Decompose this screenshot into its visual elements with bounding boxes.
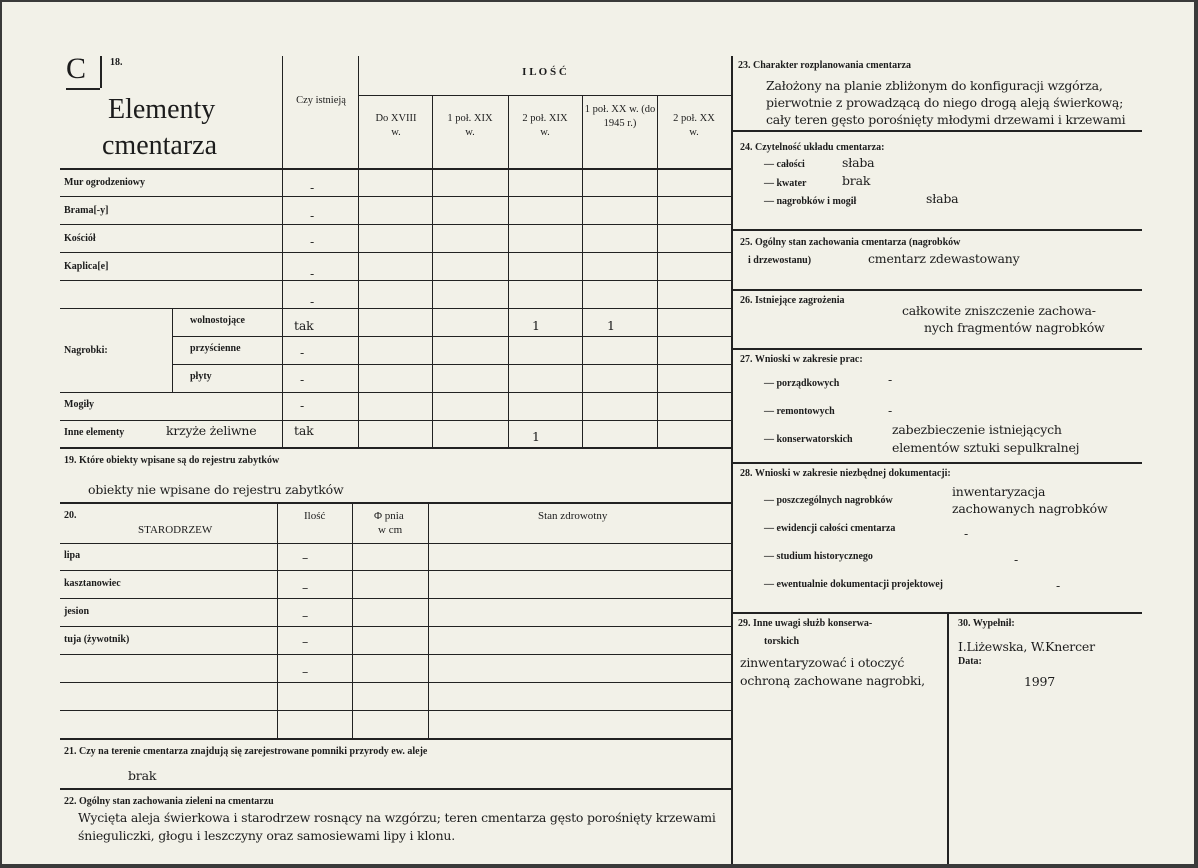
- row-line: [60, 392, 732, 393]
- row-line: [172, 336, 732, 337]
- section-letter-bar: [100, 56, 102, 88]
- ilosc-header: I L O Ś Ć: [522, 66, 567, 78]
- row-label-kosciol: Kościół: [64, 233, 96, 244]
- row-line: [60, 252, 732, 253]
- q23-question: 23. Charakter rozplanowania cmentarza: [738, 60, 911, 71]
- q24-bottom-line: [732, 229, 1142, 231]
- q25-question-line1: 25. Ogólny stan zachowania cmentarza (nagrobków: [740, 237, 961, 248]
- exists-plyty: -: [300, 372, 305, 387]
- period-header-2: 2 poł. XIX w.: [522, 113, 568, 138]
- count-wolnostojace-p4: 1: [607, 318, 615, 333]
- col-line: [432, 95, 433, 448]
- count-inne-p3: 1: [532, 429, 540, 444]
- q21-bottom-line: [60, 788, 732, 790]
- q27-value-porzadkowych: -: [888, 372, 893, 387]
- tree-name-kasztanowiec: kasztanowiec: [64, 578, 121, 589]
- q26-line1: całkowite zniszczenie zachowa-: [902, 303, 1096, 318]
- q24-value-calosci: słaba: [842, 155, 875, 170]
- q19-question: 19. Które obiekty wpisane są do rejestru zabytków: [64, 455, 280, 466]
- ilosc-underline: [358, 95, 731, 96]
- row-label-kaplica: Kaplica[e]: [64, 261, 109, 272]
- q29-question-line1: 29. Inne uwagi służb konserwa-: [738, 618, 873, 629]
- q24-value-kwater: brak: [842, 173, 871, 188]
- q29-question-line2: torskich: [764, 636, 799, 647]
- q20-bottom-line: [60, 738, 732, 740]
- q28-item-nagrobkow: — poszczególnych nagrobków: [764, 495, 893, 506]
- tree-qty-jesion: –: [302, 608, 309, 623]
- period-header-3: 1 poł. XX w. (do 1945 r.): [584, 104, 656, 129]
- q27-item-konserwatorskich: — konserwatorskich: [764, 434, 853, 445]
- row-label-nagrobki: Nagrobki:: [64, 345, 108, 356]
- row-line: [172, 364, 732, 365]
- q23-line1: Założony na planie zbliżonym do konfiguracji wzgórza,: [766, 78, 1103, 93]
- tree-name-tuja: tuja (żywotnik): [64, 634, 130, 645]
- q28-item-ewidencji: — ewidencji całości cmentarza: [764, 523, 896, 534]
- exists-brama: -: [310, 208, 315, 223]
- section-number: 18.: [110, 57, 123, 68]
- q22-question: 22. Ogólny stan zachowania zieleni na cmentarzu: [64, 796, 274, 807]
- q20-row-line: [60, 598, 732, 599]
- center-divider: [731, 56, 733, 864]
- q21-question: 21. Czy na terenie cmentarza znajdują się zarejestrowane pomniki przyrody ew. aleje: [64, 746, 428, 757]
- q27-value-konserwatorskich-1: zabezbieczenie istniejących: [892, 422, 1062, 437]
- header-bottom-line: [60, 168, 732, 170]
- q19-answer: obiekty nie wpisane do rejestru zabytków: [88, 482, 344, 497]
- q22-line1: Wycięta aleja świerkowa i starodrzew rosnący na wzgórzu; teren cmentarza gęsto porośnięty krzewami: [78, 810, 716, 825]
- q21-answer: brak: [128, 768, 157, 783]
- q28-bottom-line: [732, 612, 1142, 614]
- q30-date-label: Data:: [958, 656, 982, 667]
- q24-value-nagrobkow: słaba: [926, 191, 959, 206]
- row-label-wolnostojace: wolnostojące: [190, 315, 245, 326]
- q30-date: 1997: [1024, 674, 1056, 689]
- q20-col-diam-unit: w cm: [378, 524, 403, 536]
- row-line: [60, 224, 732, 225]
- row-line: [60, 308, 732, 309]
- q29-q30-divider: [947, 612, 949, 864]
- q28-value-projektowej: -: [1056, 578, 1061, 593]
- q20-col-line: [352, 502, 353, 738]
- q20-col-health: Stan zdrowotny: [538, 510, 608, 522]
- col-exists-header: Czy istnieją: [296, 95, 346, 106]
- q20-col-qty: Ilość: [304, 510, 326, 522]
- record-card: [2, 2, 1194, 864]
- exists-kaplica: -: [310, 266, 315, 281]
- q23-line2: pierwotnie z prowadzącą do niego drogą aleją świerkową;: [766, 95, 1124, 110]
- exists-inne: tak: [294, 423, 314, 438]
- q20-row-line: [60, 654, 732, 655]
- q25-question-line2: i drzewostanu): [748, 255, 812, 266]
- q24-item-kwater: — kwater: [764, 178, 807, 189]
- q25-bottom-line: [732, 289, 1142, 291]
- q26-line2: nych fragmentów nagrobków: [924, 320, 1105, 335]
- q20-title: STARODRZEW: [138, 524, 213, 536]
- exists-mur: -: [310, 180, 315, 195]
- exists-mogily: -: [300, 398, 305, 413]
- q24-question: 24. Czytelność układu cmentarza:: [740, 142, 885, 153]
- q20-row-line: [60, 570, 732, 571]
- tree-qty-lipa: –: [302, 550, 309, 565]
- q20-number: 20.: [64, 510, 77, 521]
- exists-kosciol: -: [310, 234, 315, 249]
- q20-col-line: [277, 502, 278, 738]
- q20-row-line: [60, 682, 732, 683]
- q28-item-studium: — studium historycznego: [764, 551, 873, 562]
- row-label-brama: Brama[-y]: [64, 205, 109, 216]
- q28-value-ewidencji: -: [964, 526, 969, 541]
- period-header-4: 2 poł. XX w.: [673, 113, 715, 138]
- q29-line2: ochroną zachowane nagrobki,: [740, 673, 925, 688]
- q28-value-studium: -: [1014, 552, 1019, 567]
- section-letter: C: [66, 52, 87, 85]
- q28-item-projektowej: — ewentualnie dokumentacji projektowej: [764, 579, 943, 590]
- q20-row-line: [60, 710, 732, 711]
- q27-question: 27. Wnioski w zakresie prac:: [740, 354, 863, 365]
- tree-qty-kasztanowiec: –: [302, 580, 309, 595]
- section-title-line2: cmentarza: [102, 130, 218, 161]
- q30-label: 30. Wypełnił:: [958, 618, 1015, 629]
- tree-qty-blank: –: [302, 664, 309, 679]
- exists-blank: -: [310, 294, 315, 309]
- q23-bottom-line: [732, 130, 1142, 132]
- section-letter-underline: [66, 88, 100, 90]
- row-label-plyty: płyty: [190, 371, 212, 382]
- period-header-0: Do XVIII w.: [375, 113, 417, 138]
- q27-value-remontowych: -: [888, 403, 893, 418]
- tree-name-jesion: jesion: [64, 606, 89, 617]
- inne-value: krzyże żeliwne: [166, 423, 257, 438]
- q27-item-porzadkowych: — porządkowych: [764, 378, 840, 389]
- row-line: [60, 196, 732, 197]
- count-wolnostojace-p3: 1: [532, 318, 540, 333]
- q20-col-diam: Φ pnia: [374, 510, 404, 522]
- tree-qty-tuja: –: [302, 634, 309, 649]
- q27-item-remontowych: — remontowych: [764, 406, 835, 417]
- row-label-inne: Inne elementy: [64, 427, 125, 438]
- q23-line3: cały teren gęsto porośnięty młodymi drzewami i krzewami: [766, 112, 1126, 127]
- q28-value-nagrobkow-2: zachowanych nagrobków: [952, 501, 1108, 516]
- tree-name-lipa: lipa: [64, 550, 81, 561]
- q26-question: 26. Istniejące zagrożenia: [740, 295, 845, 306]
- q20-col-line: [428, 502, 429, 738]
- q28-question: 28. Wnioski w zakresie niezbędnej dokumentacji:: [740, 468, 951, 479]
- q20-header-line: [60, 543, 732, 544]
- q24-item-calosci: — całości: [764, 159, 805, 170]
- exists-wolnostojace: tak: [294, 318, 314, 333]
- q22-line2: śnieguliczki, głogu i leszczyny oraz samosiewami lipy i klonu.: [78, 828, 456, 843]
- row-label-przyscienne: przyścienne: [190, 343, 241, 354]
- col-line: [508, 95, 509, 448]
- nagrobki-divider: [172, 308, 173, 392]
- q28-value-nagrobkow-1: inwentaryzacja: [952, 484, 1046, 499]
- row-label-mogily: Mogiły: [64, 399, 94, 410]
- q27-value-konserwatorskich-2: elementów sztuki sepulkralnej: [892, 440, 1080, 455]
- q20-row-line: [60, 626, 732, 627]
- row-label-mur: Mur ogrodzeniowy: [64, 177, 146, 188]
- col-line: [582, 95, 583, 448]
- row-line: [60, 280, 732, 281]
- row-line: [60, 420, 732, 421]
- q30-names: I.Liżewska, W.Knercer: [958, 639, 1095, 654]
- q19-bottom-line: [60, 502, 732, 504]
- q25-answer: cmentarz zdewastowany: [868, 251, 1020, 266]
- table-bottom-line: [60, 447, 732, 449]
- q27-bottom-line: [732, 462, 1142, 464]
- exists-przyscienne: -: [300, 345, 305, 360]
- period-header-1: 1 poł. XIX w.: [447, 113, 493, 138]
- section-title-line1: Elementy: [108, 94, 216, 125]
- q24-item-nagrobkow: — nagrobków i mogił: [764, 196, 857, 207]
- col-line: [657, 95, 658, 448]
- q29-line1: zinwentaryzować i otoczyć: [740, 655, 905, 670]
- q26-bottom-line: [732, 348, 1142, 350]
